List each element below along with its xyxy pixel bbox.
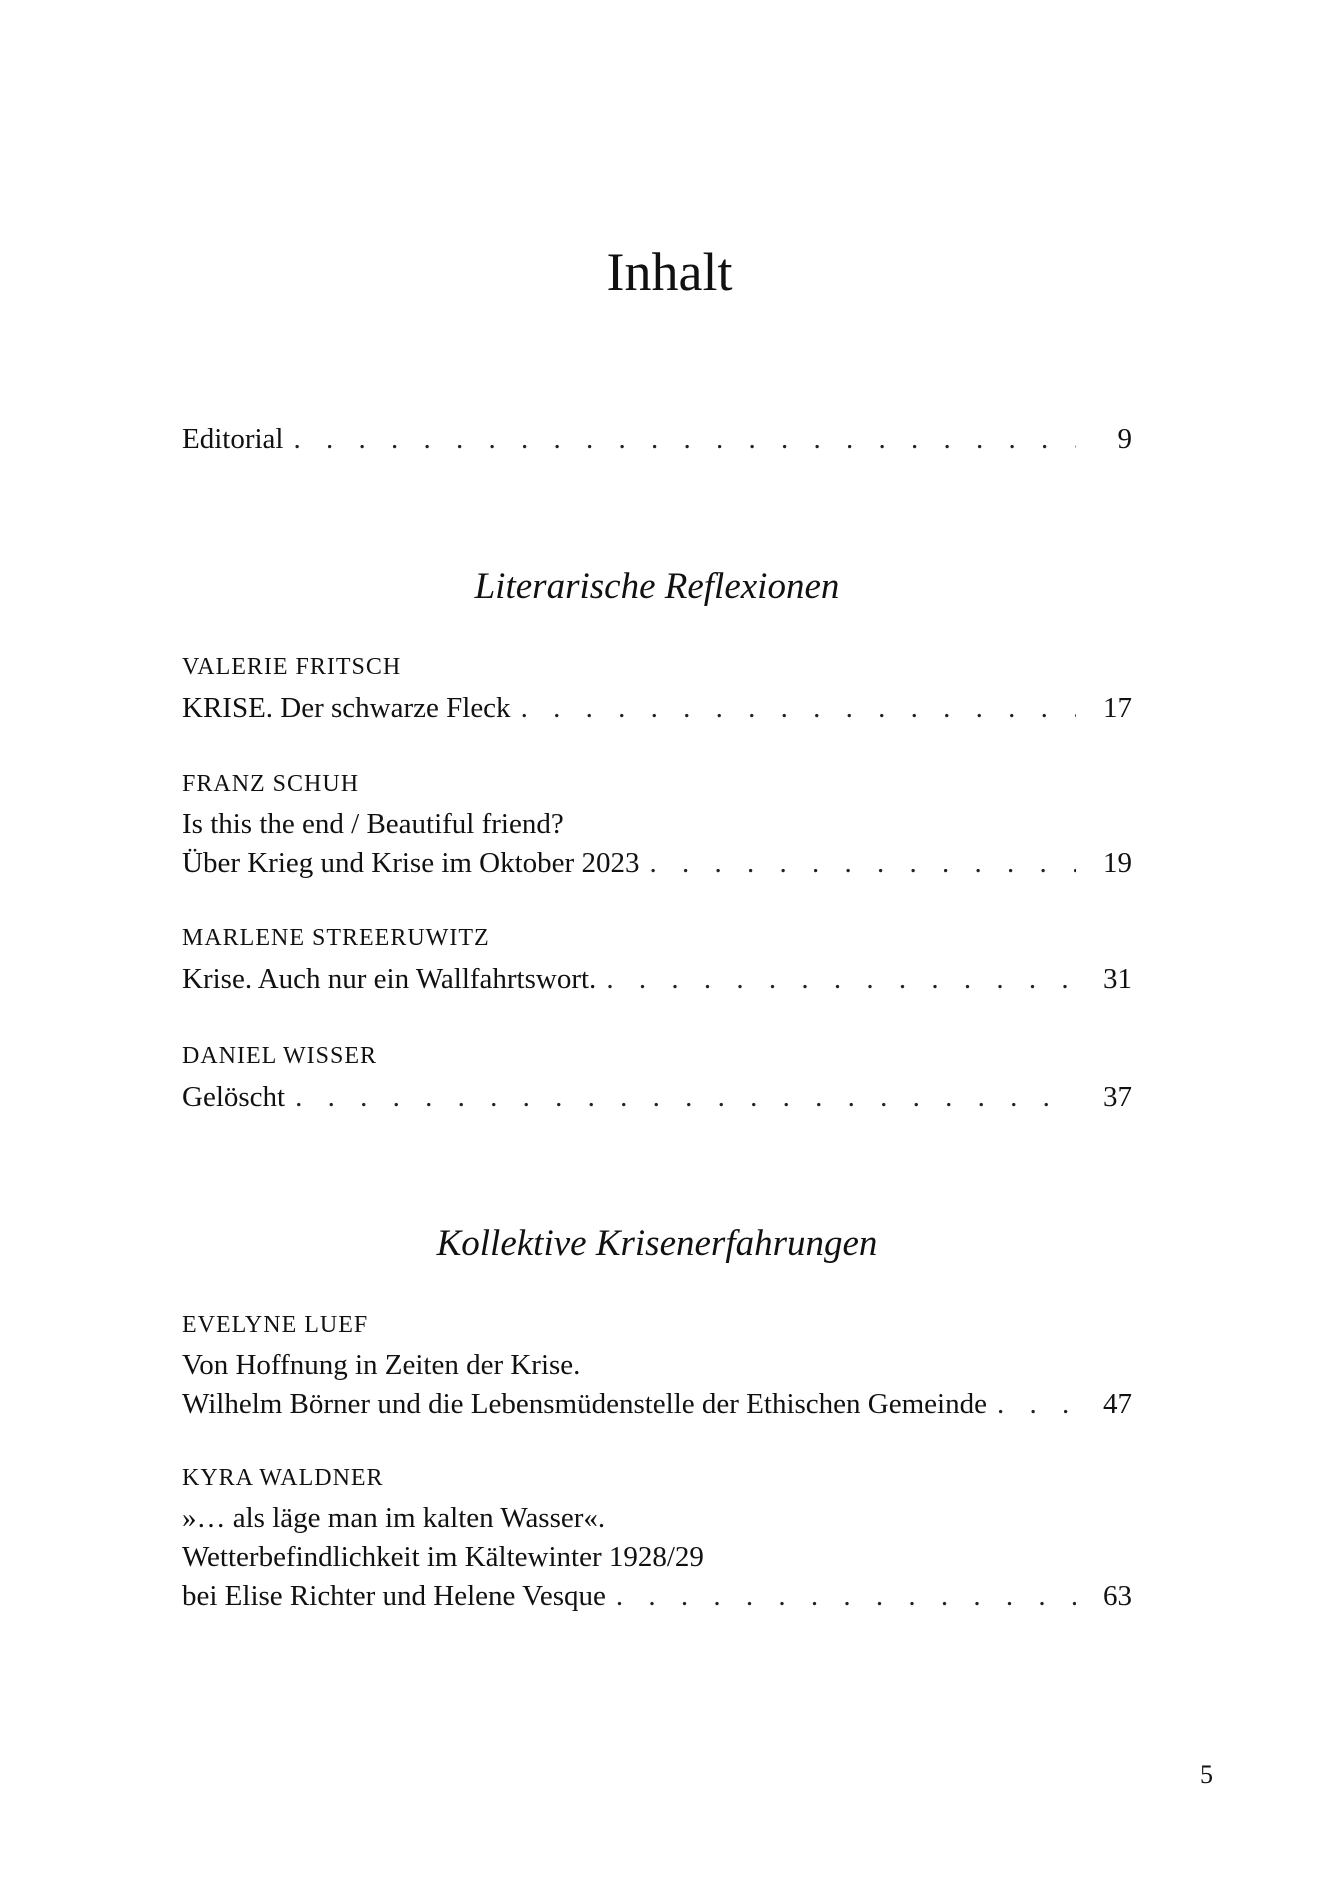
dot-leader: [606, 960, 1076, 998]
dot-leader: [997, 1385, 1076, 1423]
page-number: 17: [1103, 692, 1132, 724]
entry-title-line: Von Hoffnung in Zeiten der Krise.: [182, 1349, 581, 1381]
dot-leader: [293, 420, 1076, 458]
toc-entry[interactable]: [182, 689, 1132, 729]
dot-leader: [616, 1577, 1076, 1615]
entry-title-line: »… als läge man im kalten Wasser«.: [182, 1502, 606, 1534]
toc-entry[interactable]: [182, 1385, 1132, 1425]
entry-title-line: Wetterbefindlichkeit im Kältewinter 1928/29: [182, 1541, 704, 1573]
dot-leader: [649, 844, 1076, 882]
dot-leader: [295, 1078, 1076, 1116]
entry-title: bei Elise Richter und Helene Vesque: [182, 1580, 606, 1612]
entry-author: VALERIE FRITSCH: [182, 654, 402, 680]
page-number: 31: [1103, 963, 1132, 995]
section-heading: Kollektive Krisenerfahrungen: [436, 1223, 878, 1264]
page-title: Inhalt: [606, 242, 733, 302]
entry-author: FRANZ SCHUH: [182, 771, 360, 797]
section-heading: Literarische Reflexionen: [474, 566, 840, 607]
folio-page-number: 5: [1200, 1760, 1213, 1789]
entry-author: EVELYNE LUEF: [182, 1312, 369, 1338]
dot-leader: [521, 689, 1076, 727]
entry-author: DANIEL WISSER: [182, 1043, 377, 1069]
page-number: 63: [1103, 1580, 1132, 1612]
toc-entry-editorial[interactable]: [182, 420, 1132, 460]
toc-entry[interactable]: [182, 1577, 1132, 1617]
page-number: 37: [1103, 1081, 1132, 1113]
page-number: 47: [1103, 1388, 1132, 1420]
entry-title: Krise. Auch nur ein Wallfahrtswort.: [182, 963, 597, 995]
entry-title: Wilhelm Börner und die Lebensmüdenstelle der Ethischen Gemeinde: [182, 1388, 987, 1420]
entry-title: KRISE. Der schwarze Fleck: [182, 692, 511, 724]
entry-title: Editorial: [182, 423, 284, 455]
entry-title: Gelöscht: [182, 1081, 286, 1113]
page-number: 19: [1103, 847, 1132, 879]
toc-entry[interactable]: [182, 1078, 1132, 1118]
toc-entry[interactable]: [182, 844, 1132, 884]
entry-title-line: Is this the end / Beautiful friend?: [182, 808, 564, 840]
toc-entry[interactable]: [182, 960, 1132, 1000]
page-number: 9: [1117, 423, 1132, 455]
entry-title: Über Krieg und Krise im Oktober 2023: [182, 847, 640, 879]
entry-author: KYRA WALDNER: [182, 1465, 384, 1491]
entry-author: MARLENE STREERUWITZ: [182, 925, 490, 951]
